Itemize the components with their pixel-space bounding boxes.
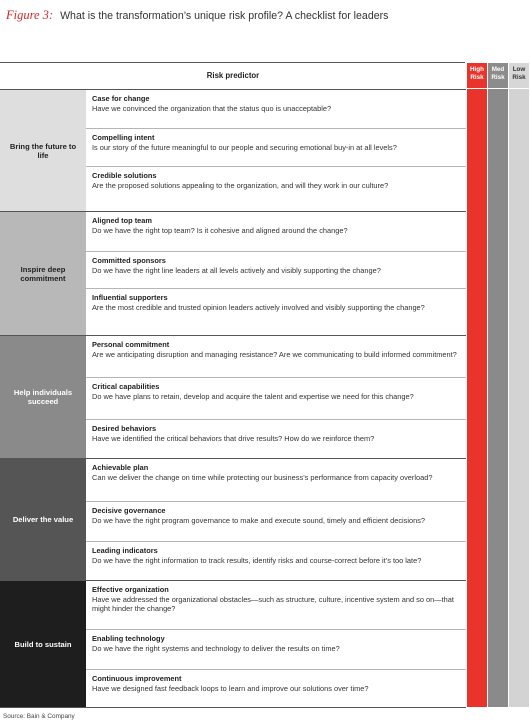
section-label: Deliver the value xyxy=(0,459,86,580)
checklist-item xyxy=(86,459,466,501)
section-label: Help individuals succeed xyxy=(0,336,86,458)
figure-title xyxy=(6,8,526,23)
item-question: Do we have plans to retain, develop and acquire the talent and expertise we need for this change? xyxy=(92,391,414,401)
table-bottom-divider xyxy=(0,707,466,708)
item-title: Credible solutions xyxy=(92,171,157,180)
checklist-item xyxy=(86,251,466,288)
checklist-item xyxy=(86,166,466,212)
checklist-item xyxy=(86,90,466,128)
checklist-item xyxy=(86,581,466,629)
med-risk-column[interactable] xyxy=(488,89,508,707)
checklist-item xyxy=(86,288,466,336)
item-title: Continuous improvement xyxy=(92,674,182,683)
section-deliver-value xyxy=(0,458,466,580)
item-title: Committed sponsors xyxy=(92,256,166,265)
item-title: Personal commitment xyxy=(92,340,170,349)
item-question: Have we addressed the organizational obstacles—such as structure, culture, incentive system and so on—that might hinder the change? xyxy=(92,594,454,613)
item-title: Achievable plan xyxy=(92,463,149,472)
low-risk-header: Low Risk xyxy=(509,63,529,88)
checklist-item xyxy=(86,669,466,708)
item-question: Have we designed fast feedback loops to learn and improve our solutions over time? xyxy=(92,683,369,693)
item-question: Do we have the right top team? Is it cohesive and aligned around the change? xyxy=(92,225,348,235)
item-question: Do we have the right systems and technology to deliver the results on time? xyxy=(92,643,340,653)
checklist-item xyxy=(86,419,466,459)
item-question: Are we anticipating disruption and managing resistance? Are we communicating to build informed commitment? xyxy=(92,349,457,359)
item-question: Are the proposed solutions appealing to the organization, and will they work in our culture? xyxy=(92,180,389,190)
item-question: Have we convinced the organization that the status quo is unacceptable? xyxy=(92,103,332,113)
checklist-item xyxy=(86,336,466,377)
item-title: Decisive governance xyxy=(92,506,166,515)
risk-predictor-header: Risk predictor xyxy=(206,71,260,80)
item-title: Effective organization xyxy=(92,585,169,594)
section-bring-future xyxy=(0,89,466,211)
checklist-item xyxy=(86,128,466,166)
section-label: Bring the future to life xyxy=(0,90,86,211)
item-title: Critical capabilities xyxy=(92,382,160,391)
item-title: Influential supporters xyxy=(92,293,168,302)
item-question: Do we have the right information to track results, identify risks and course-correct before it’s too late? xyxy=(92,555,422,565)
section-label: Build to sustain xyxy=(0,581,86,707)
item-question: Can we deliver the change on time while protecting our business’s performance from capacity overload? xyxy=(92,472,433,482)
high-risk-header: High Risk xyxy=(467,63,487,88)
section-label: Inspire deep commitment xyxy=(0,212,86,335)
item-question: Are the most credible and trusted opinion leaders actively involved and visibly supporting the change? xyxy=(92,302,425,312)
checklist-item xyxy=(86,377,466,419)
item-question: Have we identified the critical behaviors that drive results? How do we reinforce them? xyxy=(92,433,375,443)
item-title: Aligned top team xyxy=(92,216,152,225)
item-question: Do we have the right program governance to make and execute sound, timely and efficient decisions? xyxy=(92,515,426,525)
checklist-item xyxy=(86,212,466,251)
figure-title-text: What is the transformation’s unique risk profile? A checklist for leaders xyxy=(60,10,389,22)
item-title: Desired behaviors xyxy=(92,424,157,433)
item-title: Compelling intent xyxy=(92,133,155,142)
high-risk-column[interactable] xyxy=(467,89,487,707)
section-build-sustain xyxy=(0,580,466,707)
checklist-item xyxy=(86,501,466,541)
item-title: Case for change xyxy=(92,94,150,103)
med-risk-header: Med Risk xyxy=(488,63,508,88)
item-title: Enabling technology xyxy=(92,634,165,643)
item-question: Do we have the right line leaders at all levels actively and visibly supporting the change? xyxy=(92,265,381,275)
item-question: Is our story of the future meaningful to our people and securing emotional buy-in at all levels? xyxy=(92,142,397,152)
section-help-individuals xyxy=(0,335,466,458)
table-header xyxy=(0,63,530,88)
checklist-item xyxy=(86,629,466,669)
checklist-item xyxy=(86,541,466,581)
section-inspire-commitment xyxy=(0,211,466,335)
low-risk-column[interactable] xyxy=(509,89,529,707)
source-note: Source: Bain & Company xyxy=(3,713,75,720)
figure-label: Figure 3: xyxy=(6,8,54,22)
item-title: Leading indicators xyxy=(92,546,158,555)
